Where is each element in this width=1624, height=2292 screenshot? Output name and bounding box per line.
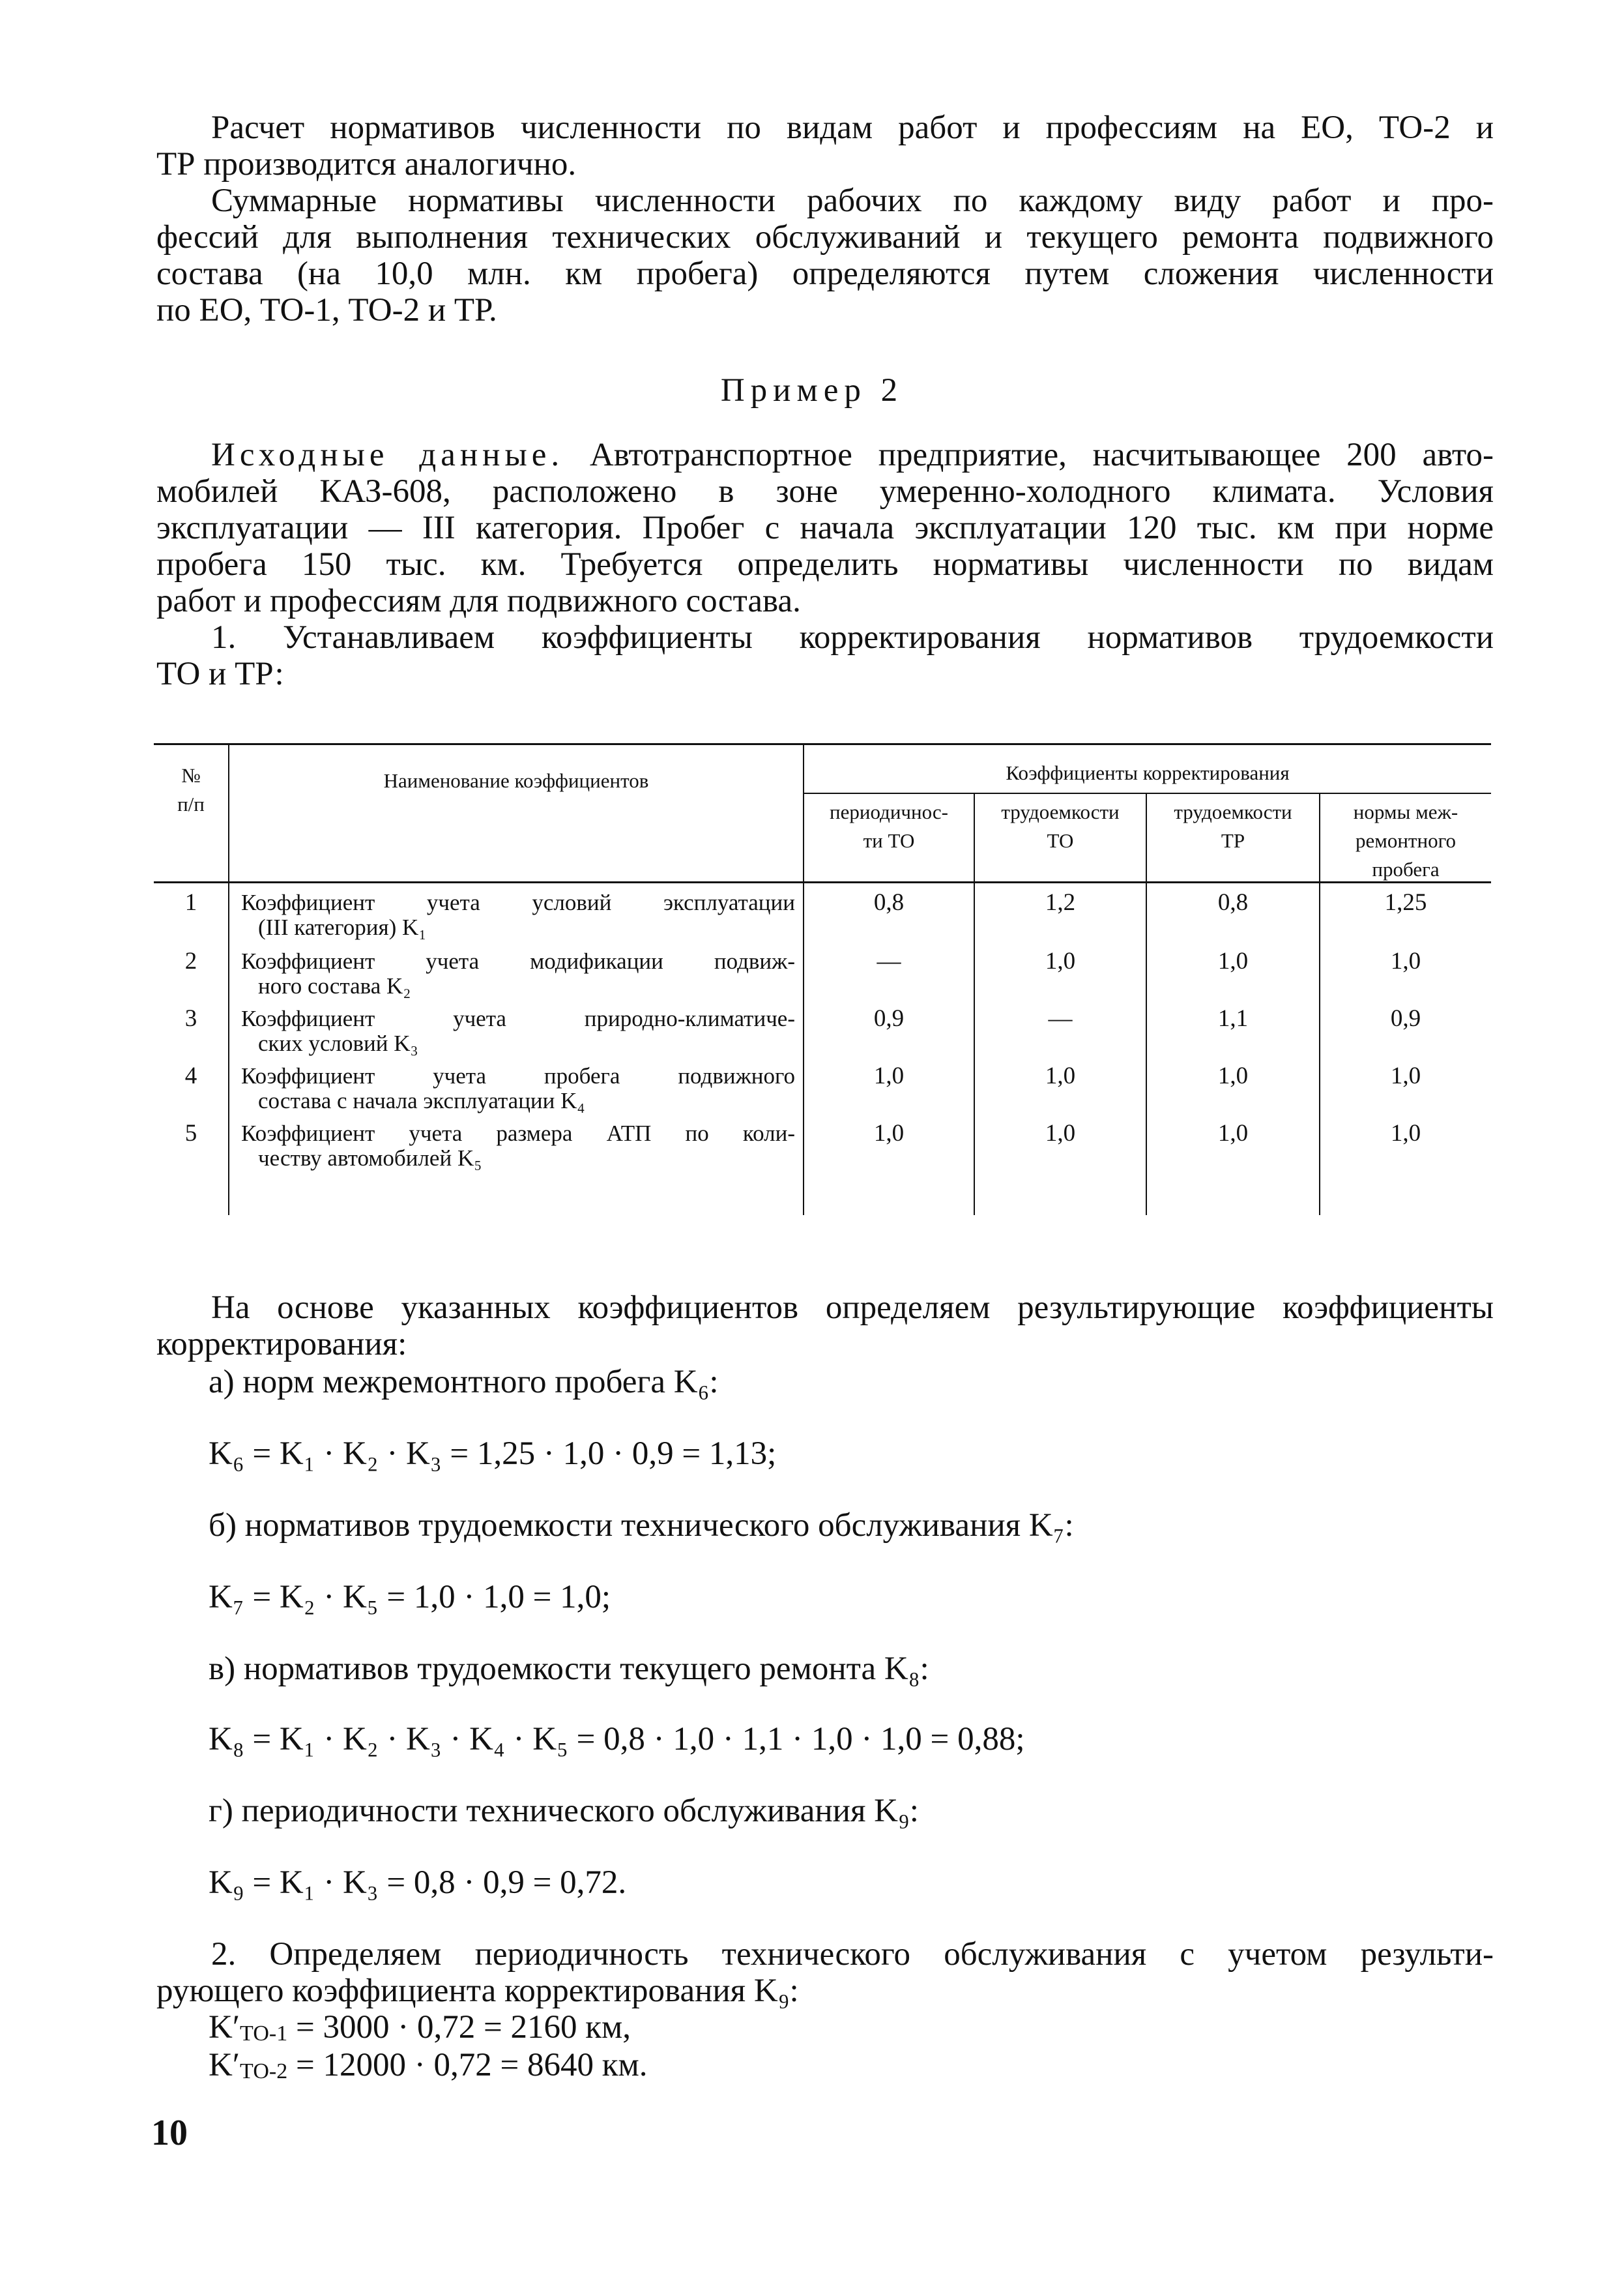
header-text: п/п bbox=[177, 793, 205, 815]
source-data-first-line: Автотранспортное предприятие, насчитывающее 200 авто- bbox=[589, 437, 1494, 473]
page-number: 10 bbox=[151, 2113, 188, 2153]
table-cell: 1,0 bbox=[1217, 1120, 1249, 1147]
formula-k7: K₇ = K₂ · K₅ = 1,0 · 1,0 = 1,0; bbox=[209, 1579, 611, 1615]
table-subheader bbox=[1147, 798, 1319, 855]
text-line: работ и профессиям для подвижного состава. bbox=[156, 583, 801, 619]
table-row-number: 2 bbox=[184, 948, 197, 975]
table-cell: 1,2 bbox=[1045, 889, 1076, 916]
item-c: в) нормативов трудоемкости текущего ремонта K₈: bbox=[209, 1651, 929, 1687]
source-data-paragraph bbox=[156, 437, 1494, 619]
name-line: Коэффициент учета пробега подвижного bbox=[241, 1063, 795, 1089]
text-line: эксплуатации — III категория. Пробег с начала эксплуатации 120 тыс. км при норме bbox=[156, 510, 1494, 546]
text-line: пробега 150 тыс. км. Требуется определить нормативы численности по видам bbox=[156, 546, 1494, 583]
formula-to2 bbox=[209, 2047, 648, 2090]
step-2-paragraph bbox=[156, 1936, 1494, 2009]
table-cell: 0,9 bbox=[873, 1005, 905, 1032]
table-group-rule bbox=[803, 793, 1491, 794]
text-line: фессий для выполнения технических обслуживаний и текущего ремонта подвижного bbox=[156, 219, 1494, 256]
table-col-divider bbox=[1146, 793, 1147, 1215]
table-cell: 0,8 bbox=[873, 889, 905, 916]
name-line: Коэффициент учета размера АТП по коли- bbox=[241, 1121, 795, 1146]
table-row-number: 3 bbox=[184, 1005, 197, 1032]
text-line: Суммарные нормативы численности рабочих по каждому виду работ и про- bbox=[211, 183, 1494, 219]
item-b: б) нормативов трудоемкости технического обслуживания K₇: bbox=[209, 1507, 1074, 1544]
table-row-name bbox=[241, 947, 795, 1001]
header-text: ти ТО bbox=[863, 829, 915, 852]
text-line: На основе указанных коэффициентов определяем результирующие коэффициенты bbox=[211, 1289, 1494, 1326]
name-line: ских условий K₃ bbox=[258, 1031, 418, 1056]
text-line: 1. Устанавливаем коэффициенты корректирования нормативов трудоемкости bbox=[211, 619, 1494, 656]
table-row-number: 4 bbox=[184, 1063, 197, 1089]
table-cell: 1,0 bbox=[1217, 1063, 1249, 1089]
table-col-divider bbox=[228, 744, 229, 1215]
text-line: состава (на 10,0 млн. км пробега) определяются путем сложения численности bbox=[156, 256, 1494, 292]
table-row-name bbox=[241, 1061, 795, 1116]
header-text: трудоемкости bbox=[1174, 801, 1292, 823]
formula-subscript: ТО-2 bbox=[240, 2059, 288, 2083]
item-a: а) норм межремонтного пробега K₆: bbox=[209, 1364, 719, 1400]
header-text: трудоемкости bbox=[1001, 801, 1120, 823]
table-cell: 1,0 bbox=[1045, 948, 1076, 975]
step-1-paragraph bbox=[156, 619, 1494, 692]
text-line bbox=[156, 437, 1494, 473]
text-line: ТО и ТР: bbox=[156, 656, 284, 692]
table-row-number: 1 bbox=[184, 889, 197, 916]
table-header-number bbox=[154, 761, 228, 819]
formula-lhs: K′ bbox=[209, 2009, 240, 2046]
table-subheader bbox=[1320, 798, 1491, 884]
table-header-rule bbox=[154, 881, 1491, 883]
text-line: 2. Определяем периодичность технического обслуживания с учетом результи- bbox=[211, 1936, 1494, 1973]
name-line: Коэффициент учета природно-климатиче- bbox=[241, 1006, 795, 1031]
text-line: Расчет нормативов численности по видам работ и профессиям на ЕО, ТО-2 и bbox=[211, 110, 1494, 146]
formula-to1 bbox=[209, 2009, 631, 2052]
name-line: ного состава K₂ bbox=[258, 973, 411, 999]
header-text: ТО bbox=[1047, 829, 1074, 852]
table-cell: 1,1 bbox=[1217, 1005, 1249, 1032]
table-cell: 1,0 bbox=[873, 1063, 905, 1089]
header-text: № bbox=[181, 764, 201, 787]
table-subheader bbox=[804, 798, 974, 855]
text-line: корректирования: bbox=[156, 1326, 407, 1362]
name-line: честву автомобилей K₅ bbox=[258, 1145, 482, 1171]
source-data-label: Исходные данные. bbox=[211, 437, 564, 473]
table-cell: 1,0 bbox=[1217, 948, 1249, 975]
table-cell: — bbox=[1048, 1005, 1073, 1032]
text-line: рующего коэффициента корректирования K₉: bbox=[156, 1973, 799, 2009]
formula-rhs: = 12000 · 0,72 = 8640 км. bbox=[287, 2047, 648, 2083]
table-cell: 1,0 bbox=[1390, 1120, 1421, 1147]
table-row-number: 5 bbox=[184, 1120, 197, 1147]
table-row-name bbox=[241, 888, 795, 943]
table-header-name: Наименование коэффициентов bbox=[383, 769, 649, 792]
formula-k8: K₈ = K₁ · K₂ · K₃ · K₄ · K₅ = 0,8 · 1,0 · 1,1 · 1,0 · 1,0 = 0,88; bbox=[209, 1721, 1025, 1757]
text-line: ТР производится аналогично. bbox=[156, 146, 577, 183]
table-cell: 1,0 bbox=[1045, 1063, 1076, 1089]
table-cell: 0,8 bbox=[1217, 889, 1249, 916]
example-title: Пример 2 bbox=[720, 372, 904, 409]
intro-paragraph-1 bbox=[156, 110, 1494, 183]
formula-k6: K₆ = K₁ · K₂ · K₃ = 1,25 · 1,0 · 0,9 = 1,13; bbox=[209, 1435, 777, 1472]
formula-k9: K₉ = K₁ · K₃ = 0,8 · 0,9 = 0,72. bbox=[209, 1864, 627, 1901]
table-cell: — bbox=[877, 948, 901, 975]
text-line: по ЕО, ТО-1, ТО-2 и ТР. bbox=[156, 292, 497, 329]
table-header-group: Коэффициенты корректирования bbox=[1006, 761, 1290, 784]
formula-rhs: = 3000 · 0,72 = 2160 км, bbox=[287, 2009, 631, 2046]
formula-lhs: K′ bbox=[209, 2047, 240, 2083]
header-text: ремонтного bbox=[1355, 829, 1457, 852]
name-line: Коэффициент учета условий эксплуатации bbox=[241, 890, 795, 915]
results-intro-paragraph bbox=[156, 1289, 1494, 1362]
name-line: (III категория) K₁ bbox=[258, 915, 427, 940]
header-text: ТР bbox=[1221, 829, 1245, 852]
item-d: г) периодичности технического обслуживания K₉: bbox=[209, 1793, 919, 1829]
table-cell: 1,0 bbox=[1390, 948, 1421, 975]
table-cell: 0,9 bbox=[1390, 1005, 1421, 1032]
table-cell: 1,0 bbox=[873, 1120, 905, 1147]
table-col-divider bbox=[974, 793, 975, 1215]
header-text: пробега bbox=[1372, 858, 1440, 881]
table-row-name bbox=[241, 1004, 795, 1059]
table-cell: 1,25 bbox=[1384, 889, 1427, 916]
table-cell: 1,0 bbox=[1390, 1063, 1421, 1089]
table-subheader bbox=[975, 798, 1146, 855]
header-text: периодичнос- bbox=[830, 801, 948, 823]
header-text: нормы меж- bbox=[1353, 801, 1458, 823]
name-line: Коэффициент учета модификации подвиж- bbox=[241, 948, 795, 974]
text-line: мобилей КАЗ-608, расположено в зоне умеренно-холодного климата. Условия bbox=[156, 473, 1494, 510]
table-top-rule bbox=[154, 743, 1491, 745]
table-cell: 1,0 bbox=[1045, 1120, 1076, 1147]
intro-paragraph-2 bbox=[156, 183, 1494, 329]
formula-subscript: ТО-1 bbox=[240, 2021, 288, 2046]
name-line: состава с начала эксплуатации K₄ bbox=[258, 1088, 585, 1113]
table-row-name bbox=[241, 1119, 795, 1173]
